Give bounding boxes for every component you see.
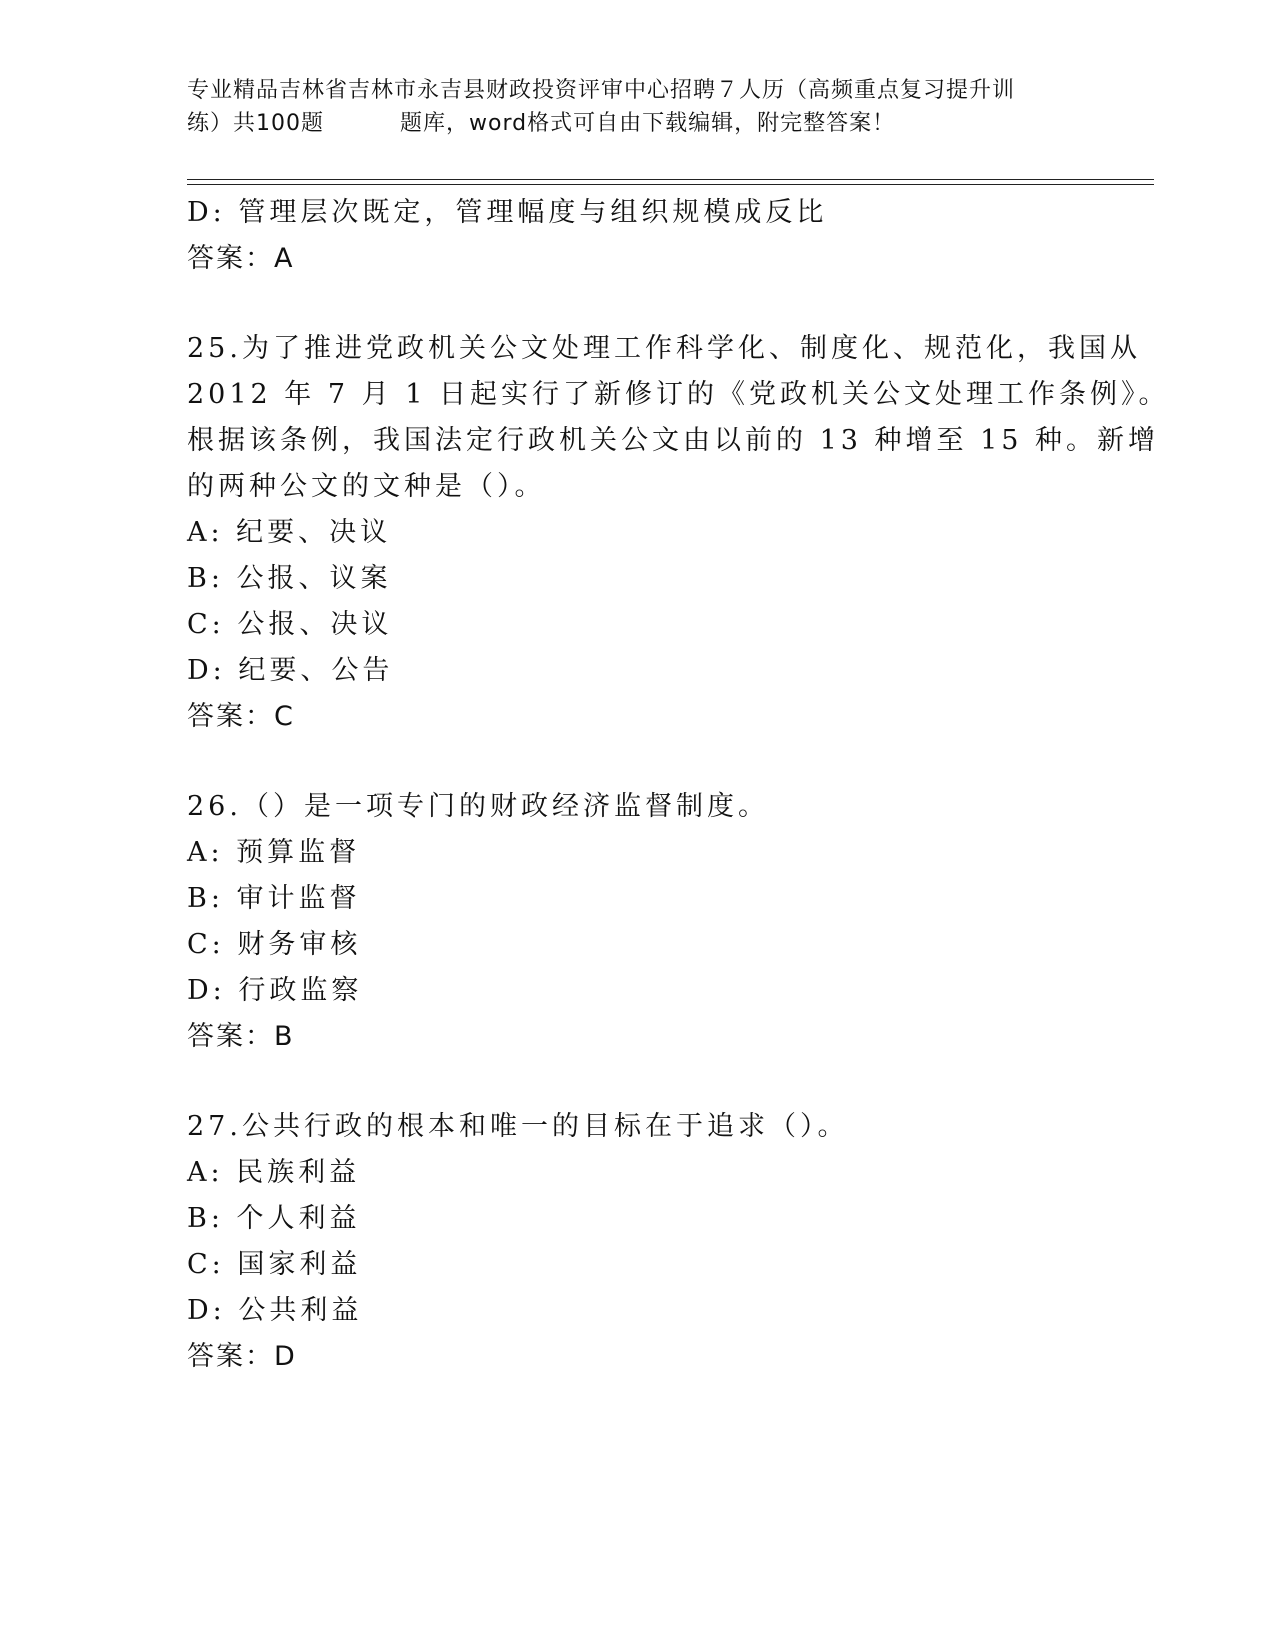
question-text-line: 25.为了推进党政机关公文处理工作科学化、制度化、规范化，我国从 xyxy=(187,333,1141,364)
question-text-line: 27.公共行政的根本和唯一的目标在于追求（）。 xyxy=(187,1111,849,1142)
option-d: D: 纪要、公告 xyxy=(187,655,394,686)
question-text-line: 的两种公文的文种是（）。 xyxy=(187,471,546,502)
previous-question-tail xyxy=(187,190,1087,282)
answer-line: 答案：A xyxy=(187,243,295,274)
option-d: D: 管理层次既定，管理幅度与组织规模成反比 xyxy=(187,197,828,228)
option-b: B: 公报、议案 xyxy=(187,563,392,594)
answer-line: 答案：D xyxy=(187,1341,297,1372)
option-c: C: 公报、决议 xyxy=(187,609,393,640)
header-divider-bottom xyxy=(187,184,1154,185)
question-text-line: 根据该条例，我国法定行政机关公文由以前的 13 种增至 15 种。新增 xyxy=(187,425,1160,456)
option-c: C: 财务审核 xyxy=(187,929,362,960)
option-b: B: 个人利益 xyxy=(187,1203,361,1234)
question-27 xyxy=(187,1104,1087,1380)
option-b: B: 审计监督 xyxy=(187,883,361,914)
question-25 xyxy=(187,326,1170,740)
option-c: C: 国家利益 xyxy=(187,1249,362,1280)
question-text-line: 26.（）是一项专门的财政经济监督制度。 xyxy=(187,791,769,822)
header-divider-top xyxy=(187,179,1154,180)
page-header xyxy=(187,74,1087,140)
header-line-2-part-a: 练）共100题 xyxy=(187,111,324,136)
question-text-line: 2012 年 7 月 1 日起实行了新修订的《党政机关公文处理工作条例》。 xyxy=(187,379,1170,410)
option-a: A: 预算监督 xyxy=(187,837,361,868)
header-line-2 xyxy=(187,107,1087,140)
question-list xyxy=(187,190,1170,1380)
option-d: D: 行政监察 xyxy=(187,975,363,1006)
question-26 xyxy=(187,784,1087,1060)
option-a: A: 民族利益 xyxy=(187,1157,361,1188)
option-a: A: 纪要、决议 xyxy=(187,517,392,548)
answer-line: 答案：C xyxy=(187,701,295,732)
header-line-1: 专业精品吉林省吉林市永吉县财政投资评审中心招聘７人历（高频重点复习提升训 xyxy=(187,78,1016,103)
answer-line: 答案：B xyxy=(187,1021,295,1052)
header-line-2-part-b: 题库，word格式可自由下载编辑，附完整答案！ xyxy=(400,111,896,136)
option-d: D: 公共利益 xyxy=(187,1295,363,1326)
